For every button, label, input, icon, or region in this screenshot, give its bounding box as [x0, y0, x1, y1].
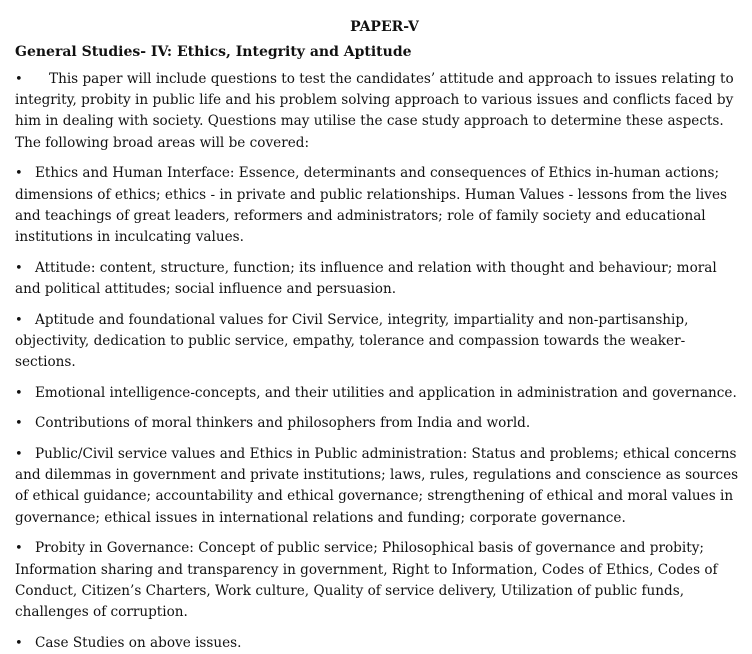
bullet-icon: • [15, 416, 23, 432]
bullet-icon: • [15, 312, 23, 328]
list-item [15, 413, 744, 434]
list-item [15, 310, 744, 374]
list-item-text: Probity in Governance: Concept of public service; Philosophical basis of governance and probity; Information sharing and transparency in government, Right to Information, Codes of Ethics, Codes of Conduct, Citizen’s Charters, Work culture, Quality of service delivery, Utilization of public funds, challenges of corruption. [15, 540, 718, 620]
list-item-text: Attitude: content, structure, function; its influence and relation with thought and behaviour; moral and political attitudes; social influence and persuasion. [15, 259, 717, 297]
list-item [15, 538, 744, 623]
bullet-icon: • [15, 260, 23, 276]
list-item [15, 163, 744, 248]
intro-paragraph [15, 69, 744, 154]
bullet-icon: • [15, 635, 23, 651]
list-item-text: Ethics and Human Interface: Essence, determinants and consequences of Ethics in-human actions; dimensions of ethics; ethics - in private and public relationships. Human Values - lessons from the lives and teachings of great leaders, reformers and administrators; role of family society and educational institutions in inculcating values. [15, 165, 727, 245]
intro-text: This paper will include questions to test the candidates’ attitude and approach to issues relating to integrity, probity in public life and his problem solving approach to various issues and conflicts faced by him in dealing with society. Questions may utilise the case study approach to determine these aspects. The following broad areas will be covered: [15, 71, 734, 151]
bullet-icon: • [15, 72, 23, 87]
paper-title: PAPER-V [350, 19, 419, 35]
list-item-text: Case Studies on above issues. [35, 634, 242, 651]
bullet-icon: • [15, 447, 23, 463]
bullet-icon: • [15, 385, 23, 401]
list-item-text: Emotional intelligence-concepts, and their utilities and application in administration and governance. [35, 384, 737, 401]
section-heading: General Studies- IV: Ethics, Integrity and Aptitude [15, 44, 412, 60]
bullet-icon: • [15, 541, 23, 557]
list-item-text: Public/Civil service values and Ethics in Public administration: Status and problems; ethical concerns and dilemmas in government and private institutions; laws, rules, regulations and conscience as sources of ethical guidance; accountability and ethical governance; strengthening of ethical and moral values in governance; ethical issues in international relations and funding; corporate governance. [15, 446, 739, 526]
bullet-icon: • [15, 166, 23, 182]
list-item-text: Aptitude and foundational values for Civil Service, integrity, impartiality and non-partisanship, objectivity, dedication to public service, empathy, tolerance and compassion towards the weaker-sections. [15, 311, 689, 370]
list-item [15, 633, 744, 654]
list-item [15, 258, 744, 300]
list-item [15, 444, 744, 529]
list-item [15, 383, 744, 404]
list-item-text: Contributions of moral thinkers and philosophers from India and world. [35, 415, 531, 432]
